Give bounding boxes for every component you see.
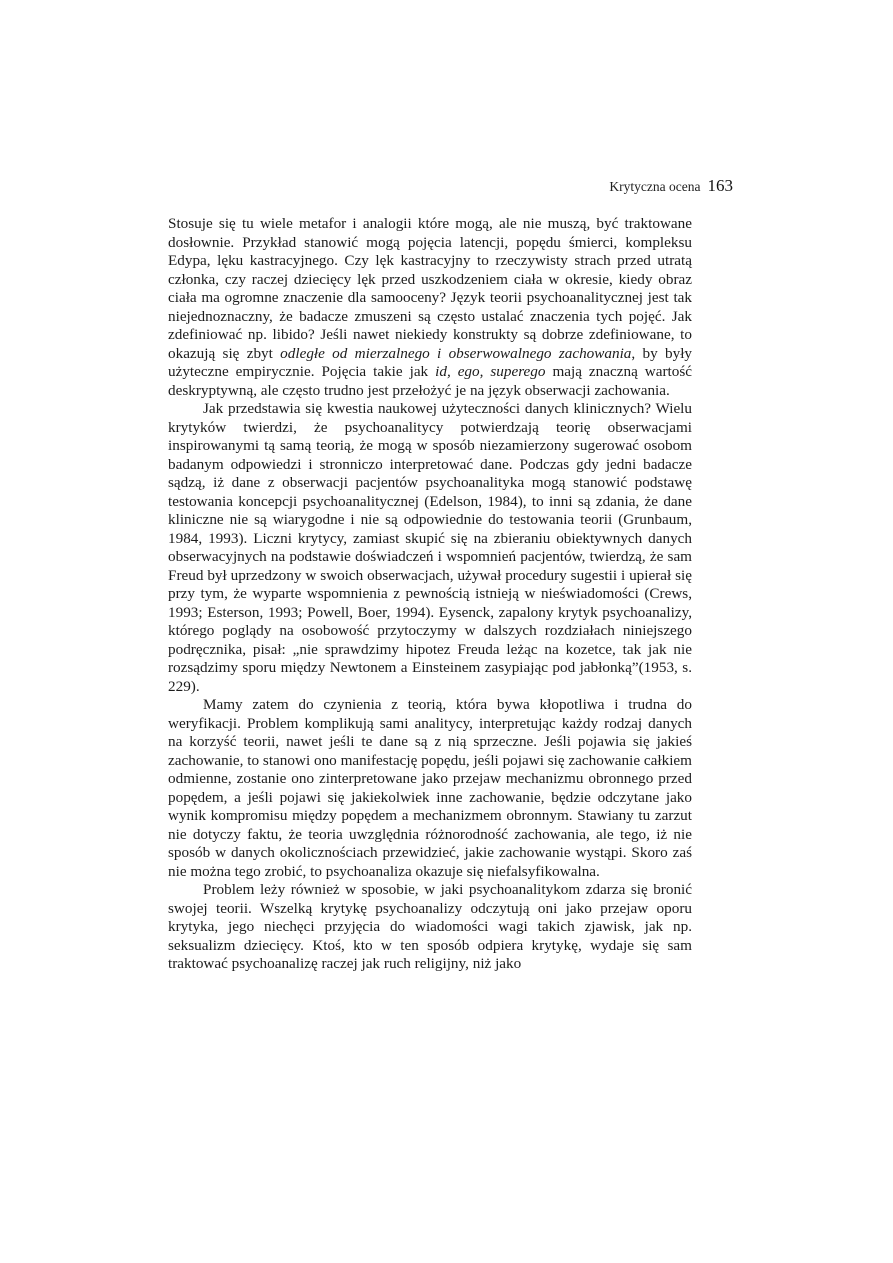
running-title: Krytyczna ocena bbox=[609, 179, 701, 194]
text-segment: Jak przedstawia się kwestia naukowej użyteczności danych klinicznych? Wielu krytyków twierdzi, że psychoanalitycy potwierdzają teorię obserwacjami inspirowanymi tą samą teorią, że mogą w sposób niezamierzony sugerować osobom badanym odpowiedzi i stronniczo interpretować dane. Podczas gdy jedni badacze sądzą, iż dane z obserwacji pacjentów psychoanalityka mogą stanowić podstawę testowania koncepcji psychoanalitycznej (Edelson, 1984), to inni są zdania, że dane kliniczne nie są wiarygodne i nie są odpowiednie do testowania teorii (Grunbaum, 1984, 1993). Liczni krytycy, zamiast skupić się na zbieraniu obiektywnych danych obserwacyjnych na podstawie doświadczeń i wspomnień pacjentów, twierdzą, że sam Freud był uprzedzony w swoich obserwacjach, używał procedury sugestii i upierał się przy tym, że wyparte wspomnienia z pewnością istnieją w nieświadomości (Crews, 1993; Esterson, 1993; Powell, Boer, 1994). Eysenck, zapalony krytyk psychoanalizy, którego poglądy na osobowość przytoczymy w dalszych rozdziałach niniejszego podręcznika, pisał: „nie sprawdzimy hipotez Freuda leżąc na kozetce, tak jak nie rozsądzimy sporu między Newtonem a Einsteinem zasypiając pod jabłonką”(1953, s. 229). bbox=[168, 400, 692, 695]
text-segment: , by były użyteczne empirycznie. Pojęcia takie jak bbox=[168, 344, 693, 380]
text-segment: Problem leży również w sposobie, w jaki psychoanalitykom zdarza się bronić swojej teorii. Wszelką krytykę psychoanalizy odczytują oni jako przejaw oporu krytyka, jego niechęci przyjęcia do wiadomości wagi takich zjawisk, jak np. seksualizm dziecięcy. Ktoś, kto w ten sposób odpiera krytykę, wydaje się sam traktować psychoanalizę raczej jak ruch religijny, niż jako bbox=[168, 881, 692, 972]
paragraph bbox=[168, 881, 692, 974]
page-number: 163 bbox=[707, 176, 733, 195]
paragraph bbox=[168, 696, 692, 881]
paragraph bbox=[168, 215, 692, 400]
text-segment: mają znaczną wartość deskryptywną, ale często trudno jest przełożyć je na język obserwacji zachowania. bbox=[168, 363, 693, 399]
text-segment: Stosuje się tu wiele metafor i analogii które mogą, ale nie muszą, być traktowane dosłownie. Przykład stanowić mogą pojęcia latencji, popędu śmierci, kompleksu Edypa, lęku kastracyjnego. Czy lęk kastracyjny to rzeczywisty strach przed utratą członka, czy raczej dziecięcy lęk przed uszkodzeniem ciała w okresie, kiedy obraz ciała ma ogromne znaczenie dla samooceny? Język teorii psychoanalitycznej jest tak niejednoznaczny, że badacze zmuszeni są często ustalać znaczenia tych pojęć. Jak zdefiniować np. libido? Jeśli nawet niekiedy konstrukty są dobrze zdefiniowane, to okazują się zbyt bbox=[168, 215, 692, 362]
italic-text-segment: id, ego, superego bbox=[435, 363, 546, 380]
text-segment: Mamy zatem do czynienia z teorią, która bywa kłopotliwa i trudna do weryfikacji. Problem komplikują sami analitycy, interpretując każdy rodzaj danych na korzyść teorii, nawet jeśli te dane są z nią sprzeczne. Jeśli pojawia się jakieś zachowanie, to stanowi ono manifestację popędu, jeśli pojawi się zachowanie całkiem odmienne, zostanie ono zinterpretowane jako przejaw mechanizmu obronnego przed popędem, a jeśli pojawi się jakiekolwiek inne zachowanie, będzie odczytane jako wynik kompromisu między popędem a mechanizmem obronnym. Stawiany tu zarzut nie dotyczy faktu, że teoria uwzględnia różnorodność zachowania, ale tego, iż nie sposób w danych okolicznościach przewidzieć, jakie zachowanie wystąpi. Skoro zaś nie można tego zrobić, to psychoanaliza okazuje się niefalsyfikowalna. bbox=[168, 696, 692, 880]
paragraph bbox=[168, 400, 692, 696]
italic-text-segment: odległe od mierzalnego i obserwowalnego zachowania bbox=[280, 344, 632, 362]
body-text bbox=[168, 215, 692, 974]
running-header bbox=[168, 176, 733, 196]
